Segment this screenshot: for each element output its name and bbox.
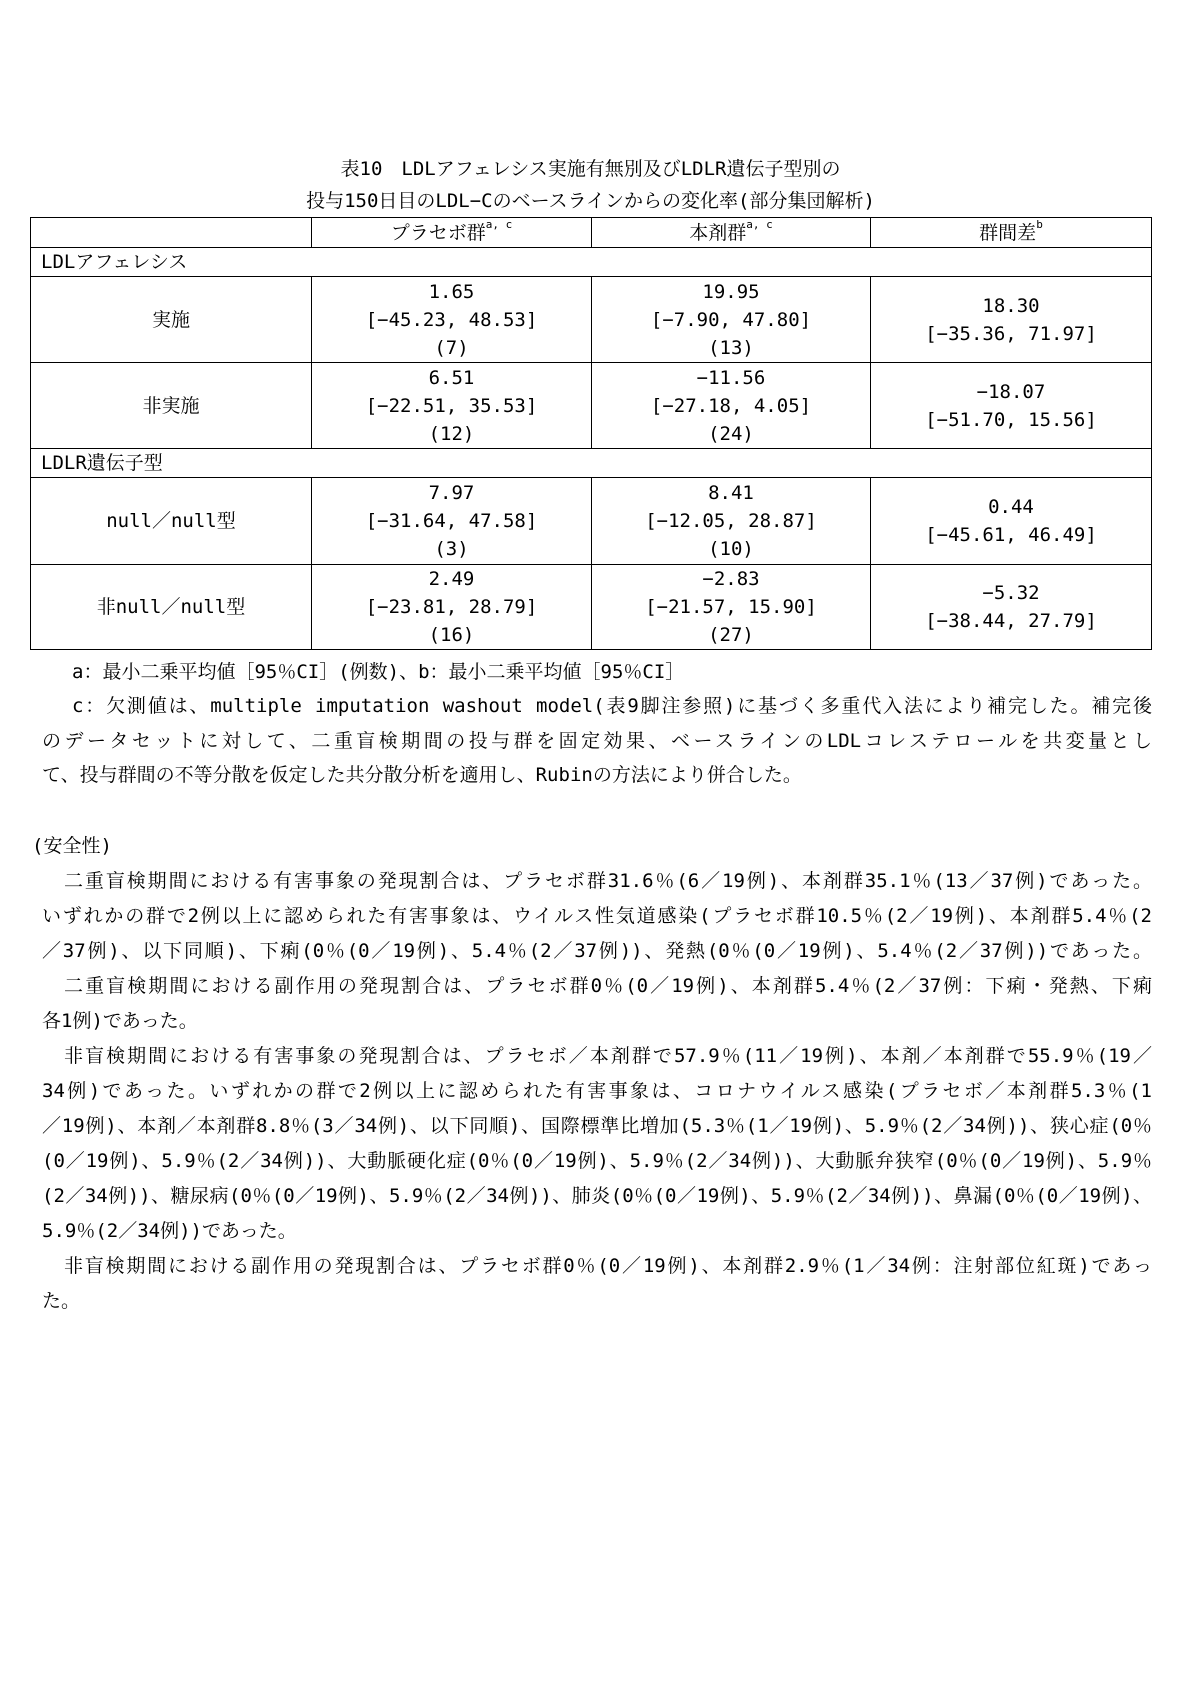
footnote-a-b: a：最小二乗平均値［95％CI］(例数)、b：最小二乗平均値［95％CI］ [72, 661, 685, 683]
body-line: 34例)であった。いずれかの群で2例以上に認められた有害事象は、コロナウイルス感染(プラセボ／本剤群5.3％(1 [42, 1080, 1152, 1102]
table-row [31, 363, 1152, 449]
header-placebo: プラセボ群$^{a, c}$ [312, 218, 592, 248]
body-line: 各1例)であった。 [42, 1010, 198, 1032]
table-row [31, 565, 1152, 650]
table-row [31, 277, 1152, 363]
diff-cell: −5.32 [−38.44, 27.79] [871, 565, 1152, 650]
footnote-c: c：欠測値は、multiple imputation washout model(表9脚注参照)に基づく多重代入法により補完した。補完後 [72, 695, 1152, 717]
body-line: 二重盲検期間における副作用の発現割合は、プラセボ群0％(0／19例)、本剤群5.4％(2／37例：下痢・発熱、下痢 [64, 975, 1152, 997]
row-label: 実施 [31, 277, 312, 363]
body-line: ／19例)、本剤／本剤群8.8％(3／34例)、以下同順)、国際標準比増加(5.3％(1／19例)、5.9％(2／34例))、狭心症(0％ [42, 1115, 1152, 1137]
drug-cell: 19.95 [−7.90, 47.80] (13) [592, 277, 871, 363]
body-line: た。 [42, 1290, 81, 1312]
body-line: いずれかの群で2例以上に認められた有害事象は、ウイルス性気道感染(プラセボ群10.5％(2／19例)、本剤群5.4％(2 [42, 905, 1152, 927]
header-drug: 本剤群$^{a, c}$ [592, 218, 871, 248]
header-difference: 群間差$^b$ [871, 218, 1152, 248]
body-line: (2／34例))、糖尿病(0％(0／19例)、5.9％(2／34例))、肺炎(0％(0／19例)、5.9％(2／34例))、鼻漏(0％(0／19例)、 [42, 1185, 1152, 1207]
footnote-c-cont: のデータセットに対して、二重盲検期間の投与群を固定効果、ベースラインのLDLコレステロールを共変量とし [42, 730, 1152, 752]
placebo-cell: 2.49 [−23.81, 28.79] (16) [312, 565, 592, 650]
diff-cell: −18.07 [−51.70, 15.56] [871, 363, 1152, 449]
section-ldl-apheresis: LDLアフェレシス [31, 248, 1152, 277]
diff-cell: 18.30 [−35.36, 71.97] [871, 277, 1152, 363]
placebo-cell: 1.65 [−45.23, 48.53] (7) [312, 277, 592, 363]
body-line: 非盲検期間における有害事象の発現割合は、プラセボ／本剤群で57.9％(11／19例)、本剤／本剤群で55.9％(19／ [64, 1045, 1152, 1067]
section-ldlr-genotype: LDLR遺伝子型 [31, 449, 1152, 478]
body-line: (0／19例)、5.9％(2／34例))、大動脈硬化症(0％(0／19例)、5.9％(2／34例))、大動脈弁狭窄(0％(0／19例)、5.9％ [42, 1150, 1152, 1172]
body-line: 二重盲検期間における有害事象の発現割合は、プラセボ群31.6％(6／19例)、本剤群35.1％(13／37例)であった。 [64, 870, 1152, 892]
footnote-c-cont: て、投与群間の不等分散を仮定した共分散分析を適用し、Rubinの方法により併合した。 [42, 764, 802, 786]
row-label: null／null型 [31, 478, 312, 565]
table-row [31, 478, 1152, 565]
table-header-row [31, 218, 1152, 248]
safety-heading: (安全性) [32, 835, 112, 857]
diff-cell: 0.44 [−45.61, 46.49] [871, 478, 1152, 565]
table-title-line-2: 投与150日目のLDL−Cのベースラインからの変化率(部分集団解析) [306, 190, 875, 212]
placebo-cell: 6.51 [−22.51, 35.53] (12) [312, 363, 592, 449]
placebo-cell: 7.97 [−31.64, 47.58] (3) [312, 478, 592, 565]
table-title-line-1: 表10 LDLアフェレシス実施有無別及びLDLR遺伝子型別の [340, 158, 841, 180]
results-table [30, 217, 1152, 650]
drug-cell: −11.56 [−27.18, 4.05] (24) [592, 363, 871, 449]
row-label: 非実施 [31, 363, 312, 449]
header-empty [31, 218, 312, 248]
body-line: ／37例)、以下同順)、下痢(0％(0／19例)、5.4％(2／37例))、発熱(0％(0／19例)、5.4％(2／37例))であった。 [42, 940, 1152, 962]
drug-cell: 8.41 [−12.05, 28.87] (10) [592, 478, 871, 565]
row-label: 非null／null型 [31, 565, 312, 650]
drug-cell: −2.83 [−21.57, 15.90] (27) [592, 565, 871, 650]
body-line: 非盲検期間における副作用の発現割合は、プラセボ群0％(0／19例)、本剤群2.9％(1／34例：注射部位紅斑)であっ [64, 1255, 1152, 1277]
body-line: 5.9％(2／34例))であった。 [42, 1220, 297, 1242]
